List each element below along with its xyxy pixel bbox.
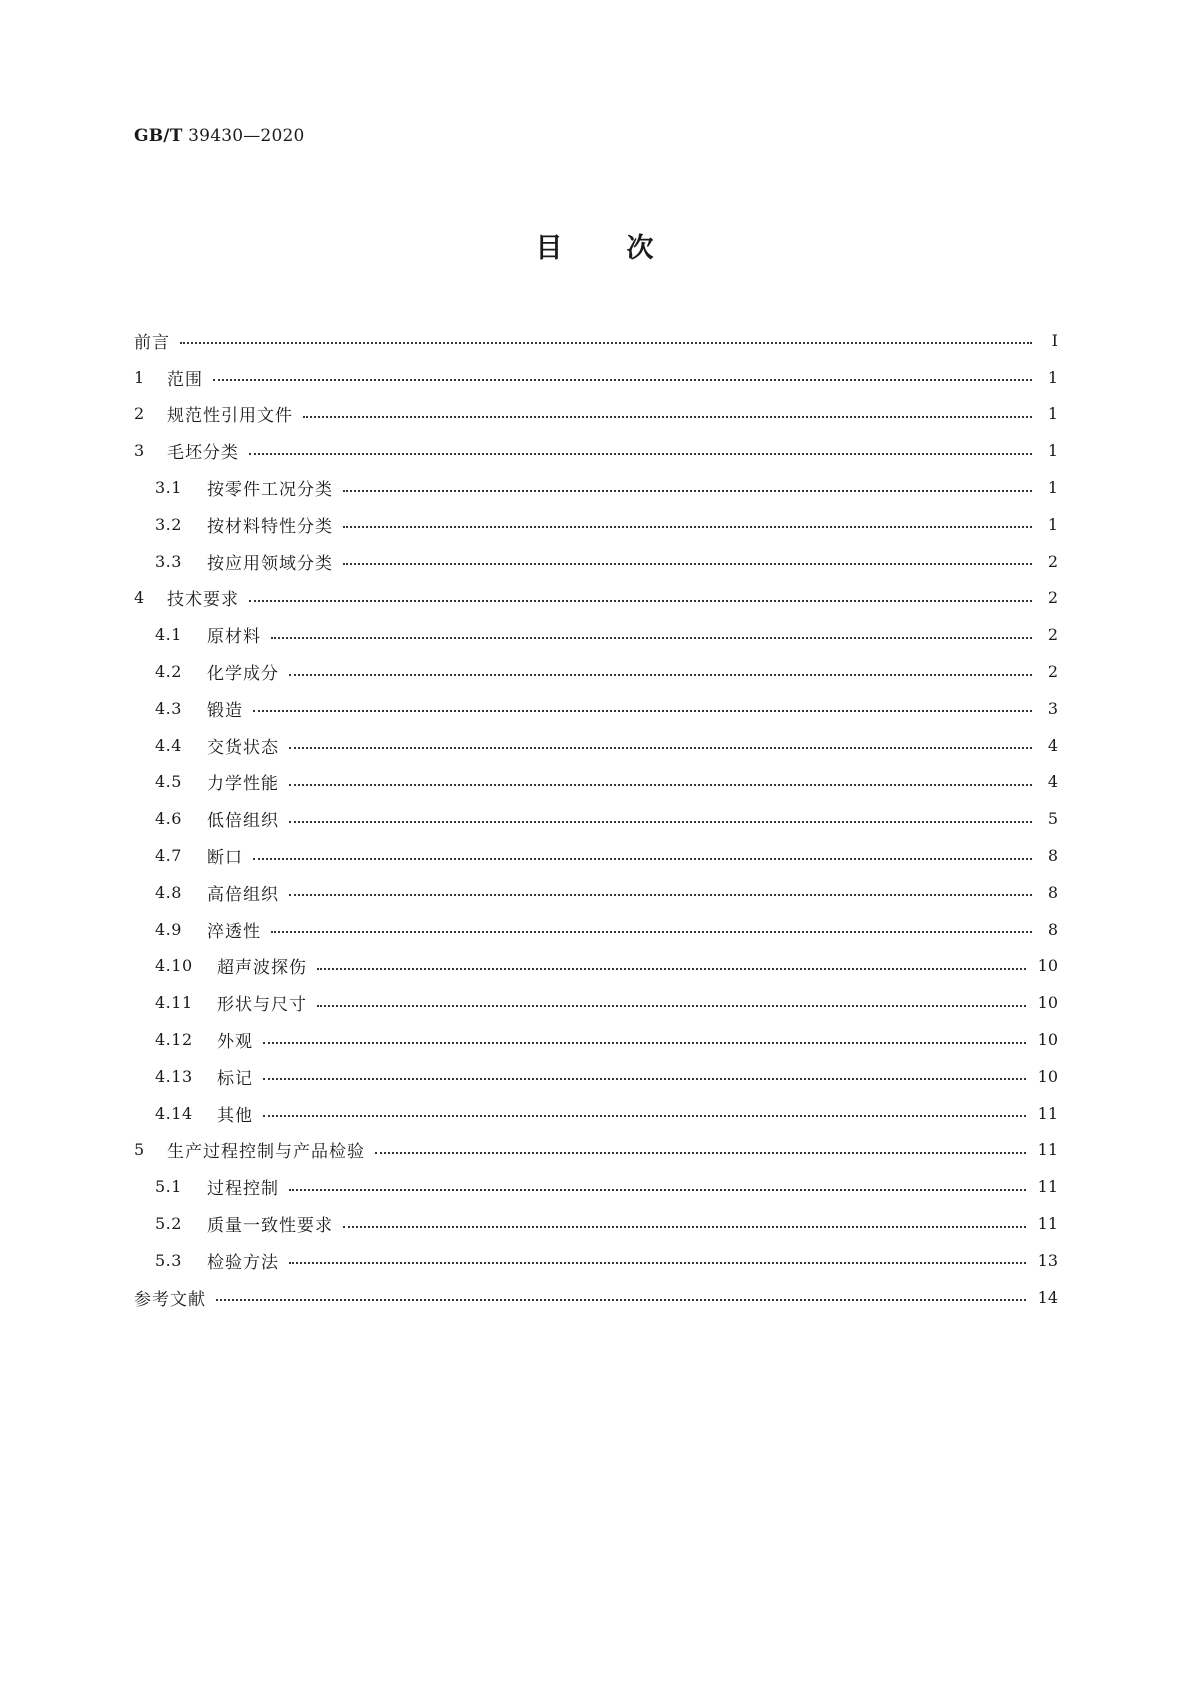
toc-entry-label: 形状与尺寸 xyxy=(217,995,307,1016)
toc-entry[interactable] xyxy=(134,616,1058,653)
toc-entry-label: 断口 xyxy=(207,848,243,869)
dot-leader xyxy=(253,710,1032,712)
toc-entry-page: 1 xyxy=(1047,441,1058,461)
toc-entry-page: 1 xyxy=(1047,478,1058,498)
toc-entry-page: 10 xyxy=(1037,956,1058,976)
toc-entry[interactable] xyxy=(134,543,1058,580)
toc-entry[interactable] xyxy=(134,800,1058,837)
standard-prefix: GB/T xyxy=(134,126,183,146)
toc-entry-page: 1 xyxy=(1047,514,1058,534)
toc-entry[interactable] xyxy=(134,359,1058,396)
toc-entry-number: 4.3 xyxy=(155,698,182,718)
toc-entry-page: 10 xyxy=(1037,1030,1058,1050)
toc-entry-page: Ⅰ xyxy=(1051,330,1058,350)
dot-leader xyxy=(289,894,1032,896)
toc-entry-page: 1 xyxy=(1047,404,1058,424)
toc-entry-label: 化学成分 xyxy=(207,664,279,685)
toc-title-char-2: 次 xyxy=(626,233,656,264)
toc-entry-label: 交货状态 xyxy=(207,737,279,758)
toc-entry-number: 3 xyxy=(134,441,145,461)
dot-leader xyxy=(343,490,1032,492)
toc-entry-number: 3.3 xyxy=(155,551,182,571)
toc-entry-number: 4.6 xyxy=(155,809,182,829)
toc-entry[interactable] xyxy=(134,1058,1058,1095)
dot-leader xyxy=(289,821,1032,823)
toc-entry[interactable] xyxy=(134,506,1058,543)
toc-entry[interactable] xyxy=(134,396,1058,433)
toc-entry[interactable] xyxy=(134,911,1058,948)
toc-entry[interactable] xyxy=(134,1021,1058,1058)
standard-code xyxy=(134,126,305,146)
toc-entry-page: 13 xyxy=(1037,1250,1058,1270)
toc-entry[interactable] xyxy=(134,1132,1058,1169)
dot-leader xyxy=(375,1152,1026,1154)
toc-entry-number: 4.12 xyxy=(155,1030,193,1050)
dot-leader xyxy=(263,1042,1026,1044)
toc-entry-number: 5.2 xyxy=(155,1214,182,1234)
toc-entry-page: 11 xyxy=(1037,1103,1058,1123)
toc-entry-page: 4 xyxy=(1047,772,1058,792)
toc-entry[interactable] xyxy=(134,984,1058,1021)
toc-entry-label: 超声波探伤 xyxy=(217,958,307,979)
toc-entry-label: 低倍组织 xyxy=(207,811,279,832)
toc-entry-label: 标记 xyxy=(217,1068,253,1089)
toc-entry[interactable] xyxy=(134,727,1058,764)
toc-entry-number: 2 xyxy=(134,404,145,424)
toc-entry-label: 生产过程控制与产品检验 xyxy=(167,1142,365,1163)
toc-entry-number: 4 xyxy=(134,588,145,608)
dot-leader xyxy=(317,968,1026,970)
dot-leader xyxy=(289,1262,1026,1264)
toc-entry-number: 1 xyxy=(134,367,145,387)
toc-entry-number: 4.5 xyxy=(155,772,182,792)
toc-entry-number: 4.1 xyxy=(155,625,182,645)
toc-entry-page: 2 xyxy=(1047,625,1058,645)
toc-entry[interactable] xyxy=(134,432,1058,469)
toc-entry-page: 8 xyxy=(1047,882,1058,902)
toc-entry-label: 质量一致性要求 xyxy=(207,1216,333,1237)
dot-leader xyxy=(180,342,1032,344)
toc-entry-number: 5.3 xyxy=(155,1250,182,1270)
toc-entry-page: 10 xyxy=(1037,1066,1058,1086)
dot-leader xyxy=(317,1005,1026,1007)
toc-entry-page: 4 xyxy=(1047,735,1058,755)
dot-leader xyxy=(249,600,1032,602)
toc-entry-label: 原材料 xyxy=(207,627,261,648)
toc-entry-page: 11 xyxy=(1037,1214,1058,1234)
toc-entry-label: 高倍组织 xyxy=(207,884,279,905)
toc-entry-label: 淬透性 xyxy=(207,921,261,942)
dot-leader xyxy=(253,858,1032,860)
toc-entry-label: 技术要求 xyxy=(167,590,239,611)
toc-entry-label: 规范性引用文件 xyxy=(167,406,293,427)
toc-entry-label: 范围 xyxy=(167,369,203,390)
toc-entry[interactable] xyxy=(134,1205,1058,1242)
dot-leader xyxy=(213,379,1032,381)
toc-entry-number: 4.10 xyxy=(155,956,193,976)
toc-entry-number: 5 xyxy=(134,1140,145,1160)
toc-entry-number: 4.14 xyxy=(155,1103,193,1123)
toc-entry-page: 8 xyxy=(1047,846,1058,866)
toc-entry-label: 参考文献 xyxy=(134,1289,206,1310)
dot-leader xyxy=(289,1189,1026,1191)
toc-entry-label: 其他 xyxy=(217,1105,253,1126)
toc-entry-label: 毛坯分类 xyxy=(167,443,239,464)
dot-leader xyxy=(289,747,1032,749)
toc-entry-label: 锻造 xyxy=(207,700,243,721)
toc-entry-number: 3.1 xyxy=(155,478,182,498)
toc-entry-page: 10 xyxy=(1037,993,1058,1013)
dot-leader xyxy=(343,563,1032,565)
dot-leader xyxy=(289,674,1032,676)
dot-leader xyxy=(343,1226,1026,1228)
toc-entry-page: 2 xyxy=(1047,588,1058,608)
toc-entry-page: 11 xyxy=(1037,1177,1058,1197)
toc-entry[interactable] xyxy=(134,1279,1058,1316)
dot-leader xyxy=(303,416,1032,418)
toc-entry-number: 3.2 xyxy=(155,514,182,534)
toc-entry[interactable] xyxy=(134,580,1058,617)
dot-leader xyxy=(263,1115,1026,1117)
toc-entry-page: 3 xyxy=(1047,698,1058,718)
toc-entry-label: 前言 xyxy=(134,332,170,353)
toc-entry-label: 按应用领域分类 xyxy=(207,553,333,574)
toc-entry[interactable] xyxy=(134,874,1058,911)
dot-leader xyxy=(216,1299,1026,1301)
toc-entry[interactable] xyxy=(134,653,1058,690)
toc-entry-label: 按零件工况分类 xyxy=(207,480,333,501)
toc-entry[interactable] xyxy=(134,469,1058,506)
toc-entry-page: 2 xyxy=(1047,551,1058,571)
toc-entry-page: 1 xyxy=(1047,367,1058,387)
toc-entry-number: 4.8 xyxy=(155,882,182,902)
toc-entry-number: 4.13 xyxy=(155,1066,193,1086)
table-of-contents xyxy=(134,322,1058,1316)
toc-entry-label: 检验方法 xyxy=(207,1252,279,1273)
toc-entry[interactable] xyxy=(134,690,1058,727)
toc-entry-label: 力学性能 xyxy=(207,774,279,795)
toc-entry[interactable] xyxy=(134,837,1058,874)
toc-entry[interactable] xyxy=(134,322,1058,359)
toc-title-char-1: 目 xyxy=(535,233,565,264)
toc-entry[interactable] xyxy=(134,764,1058,801)
toc-entry-label: 外观 xyxy=(217,1032,253,1053)
toc-entry[interactable] xyxy=(134,1168,1058,1205)
toc-entry-page: 2 xyxy=(1047,662,1058,682)
toc-entry-label: 过程控制 xyxy=(207,1179,279,1200)
toc-entry-page: 8 xyxy=(1047,919,1058,939)
toc-title xyxy=(0,226,1191,265)
toc-entry-number: 4.9 xyxy=(155,919,182,939)
toc-entry[interactable] xyxy=(134,1242,1058,1279)
toc-entry-number: 4.2 xyxy=(155,662,182,682)
dot-leader xyxy=(271,931,1032,933)
toc-entry-page: 11 xyxy=(1037,1140,1058,1160)
toc-entry-number: 4.11 xyxy=(155,993,193,1013)
dot-leader xyxy=(249,453,1032,455)
standard-number: 39430—2020 xyxy=(188,126,305,146)
dot-leader xyxy=(271,637,1032,639)
dot-leader xyxy=(289,784,1032,786)
toc-entry-number: 5.1 xyxy=(155,1177,182,1197)
toc-entry-page: 5 xyxy=(1047,809,1058,829)
toc-entry[interactable] xyxy=(134,1095,1058,1132)
toc-entry-label: 按材料特性分类 xyxy=(207,516,333,537)
dot-leader xyxy=(343,526,1032,528)
toc-entry-page: 14 xyxy=(1037,1287,1058,1307)
dot-leader xyxy=(263,1078,1026,1080)
toc-entry-number: 4.4 xyxy=(155,735,182,755)
toc-entry[interactable] xyxy=(134,948,1058,985)
toc-entry-number: 4.7 xyxy=(155,846,182,866)
